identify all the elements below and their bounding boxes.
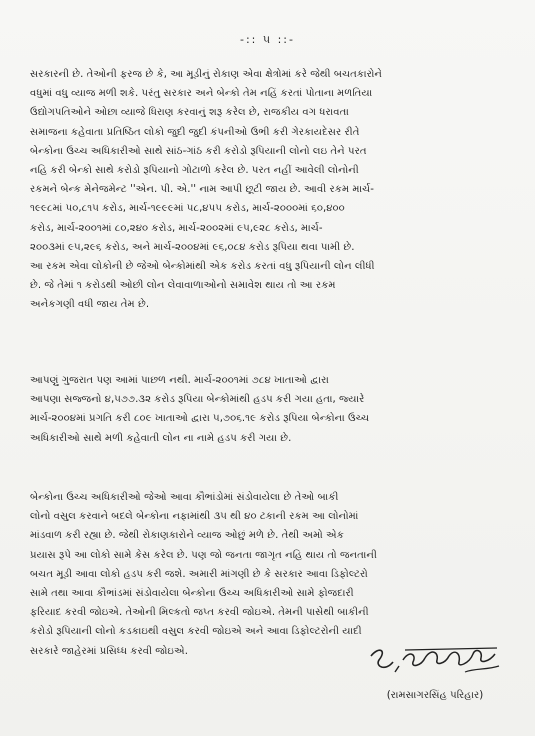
handwritten-signature (365, 642, 505, 682)
text-line: આ રકમ એવા લોકોની છે જેઓ બેન્કોમાંથી એક કરોડ કરતાં વધુ રૂપિયાની લોન લીધી (30, 261, 375, 273)
paragraph-1 (30, 65, 512, 315)
text-line: માંડવાળ કરી રહ્યા છે. જેથી રોકાણકારોને વ્યાજ ઓછું મળે છે. તેથી અમો એક (30, 530, 344, 542)
text-line: ઉદ્યોગપતિઓને ઓછા વ્યાજે ધિરાણ કરવાનું શરૂ કરેલ છે, રાજકીય વગ ધરાવતા (30, 107, 349, 119)
text-line: આપણું ગુજરાત પણ આમાં પાછળ નથી. માર્ચ-૨૦૦૧માં ૭૮૪ ખાતાઓ દ્વારા (30, 375, 329, 386)
text-line: ફરિયાદ કરવી જોઇએ. તેઓની મિલ્કતો જપ્ત કરવી જોઇએ. તેમની પાસેથી બાકીની (30, 607, 369, 619)
text-line: સામે તથા આવા કૌભાંડમાં સંડોવાયેલા બેન્કોના ઉચ્ચ અધિકારીઓ સામે ફોજદારી (30, 588, 354, 600)
text-line: વધુમાં વધુ વ્યાજ મળી શકે. પરંતુ સરકાર અને બેન્કો તેમ નહિં કરતાં પોતાના મળતિયા (30, 88, 373, 100)
signature-block (360, 690, 510, 730)
text-line: બચત મૂડી આવા લોકો હડપ કરી જશે. અમારી માંગણી છે કે સરકાર આવા ડિફોલ્ટરો (30, 568, 368, 580)
text-line: સમાજના કહેવાતા પ્રતિષ્ઠિત લોકો જુદી જુદી કંપનીઓ ઉભી કરી ગેરકાયદેસર રીતે (30, 126, 360, 138)
text-line: છે. જે તેમાં ૧ કરોડથી ઓછી લોન લેવાવાળાઓનો સમાવેશ થાય તો આ રકમ (30, 280, 336, 292)
text-line: કરોડો રૂપિયાની લોનો કડકાઇથી વસુલ કરવી જોઇએ અને આવા ડિફોલ્ટરોની યાદી (30, 626, 362, 638)
text-line: ૨૦૦૩માં ૯૫,૨૯૬ કરોડ, અને માર્ચ-૨૦૦૪માં ૯૬,૦૮૪ કરોડ રૂપિયા થવા પામી છે. (30, 241, 355, 253)
text-line: આપણા સજ્જનો ૪,૫૭૭.૩૨ કરોડ રૂપિયા બેન્કોમાંથી હડપ કરી ગયા હતા, જ્યારે (30, 394, 365, 406)
text-line: માર્ચ-૨૦૦૪માં પ્રગતિ કરી ૮૦૯ ખાતાઓ દ્વારા ૫,૭૦૬.૧૯ કરોડ રૂપિયા બેન્કોના ઉચ્ચ (30, 413, 370, 425)
text-line: અનેકગણી વધી જાય તેમ છે. (30, 299, 150, 311)
text-line: અધિકારીઓ સાથે મળી કહેવાતી લોન ના નામે હડપ કરી ગયા છે. (30, 432, 292, 444)
text-line: ૧૯૯૮માં ૫૦,૮૧૫ કરોડ, માર્ચ-૧૯૯૯માં ૫૮,૪૫૫ કરોડ, માર્ચ-૨૦૦૦માં ૬૦,૪૦૦ (30, 203, 345, 215)
text-line: નહિ કરી બેન્કો સાથે કરોડો રૂપિયાનો ગોટાળો કરેલ છે. પરત નહીં આવેલી લોનોની (30, 165, 359, 177)
text-line: સરકારની છે. તેઓની ફરજ છે કે, આ મૂડીનું રોકાણ એવા ક્ષેત્રોમાં કરે જેથી બચતકારોને (30, 69, 383, 80)
text-line: બેન્કોના ઉચ્ચ અધિકારીઓ સાથે સાંઠ-ગાંઠ કરી કરોડો રૂપિયાની લોનો લઇ તેને પરત (30, 145, 367, 157)
text-line: કરોડ, માર્ચ-૨૦૦૧માં ૮૦,૨૪૦ કરોડ, માર્ચ-૨૦૦૨માં ૯૫,૯૨૮ કરોડ, માર્ચ- (30, 222, 323, 234)
paragraph-3 (30, 488, 512, 661)
signatory-name: (રામસાગરસિંહ પરિહાર) (386, 690, 484, 701)
text-line: બેન્કોના ઉચ્ચ અધિકારીઓ જેઓ આવા કૌભાંડોમાં સંડોવાયેલા છે તેઓ બાકી (30, 492, 339, 503)
text-line: લોનો વસુલ કરવાને બદલે બેન્કોના નફામાંથી ૩૫ થી ૪૦ ટકાની રકમ આ લોનોમાં (30, 511, 359, 523)
page-number: -:: ૫ ::- (240, 33, 295, 46)
text-line: સરકારે જાહેરમાં પ્રસિધ્ધ કરવી જોઇએ. (30, 645, 188, 657)
text-line: પ્રયાસ રૂપે આ લોકો સામે કેસ કરેલ છે. પણ જો જનતા જાગૃત નહિ થાય તો જનતાની (30, 549, 377, 561)
text-line: રકમને બેન્ક મેનેજમેન્ટ ''એન. પી. એ.'' નામ આપી છૂટી જાય છે. આવી રકમ માર્ચ- (30, 184, 374, 196)
paragraph-2 (30, 371, 512, 448)
